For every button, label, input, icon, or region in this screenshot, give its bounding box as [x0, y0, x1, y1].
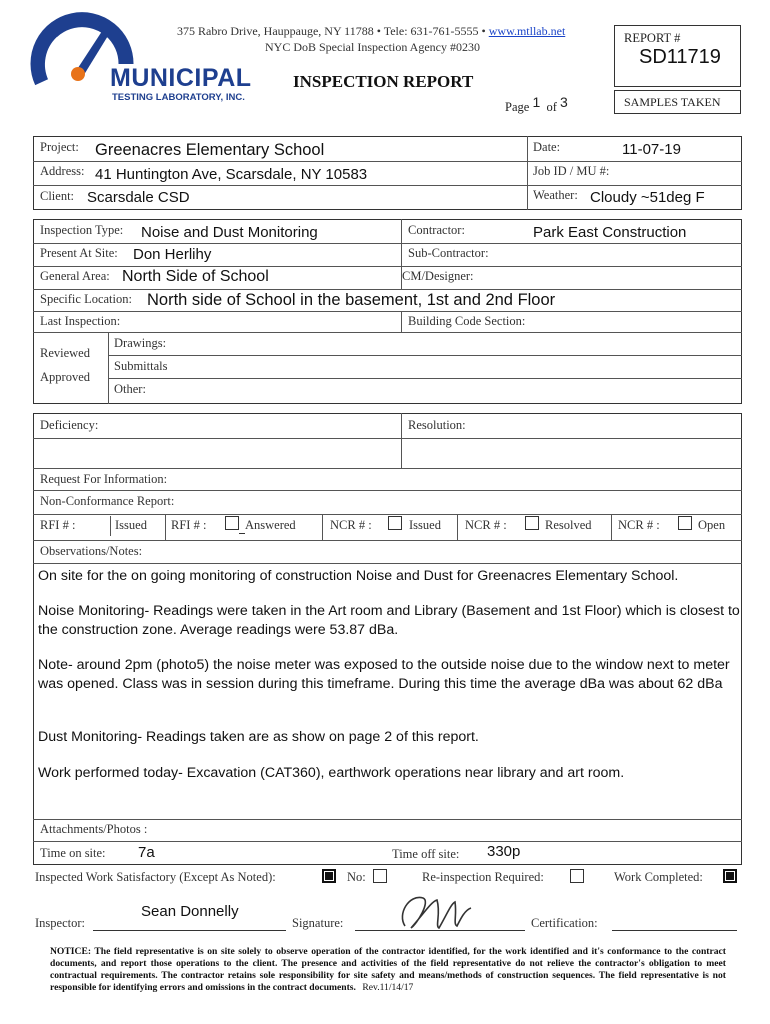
rfi-issued-check-line	[110, 516, 111, 536]
inspection-row-line	[33, 311, 742, 312]
contractor-label: Contractor:	[408, 223, 465, 237]
page-indicator	[505, 94, 568, 115]
logo-main-text: MUNICIPAL	[110, 64, 252, 92]
project-value: Greenacres Elementary School	[95, 141, 325, 159]
page-label: Page	[505, 100, 530, 114]
client-label: Client:	[40, 189, 75, 203]
reviewed-label: Reviewed	[40, 346, 90, 360]
rfi-answered-checkbox[interactable]	[225, 516, 239, 530]
page-number: 1	[532, 94, 541, 110]
report-label: REPORT #	[624, 31, 681, 45]
cm-designer-label: CM/Designer:	[402, 269, 474, 283]
no-label: No:	[347, 870, 366, 884]
date-label: Date:	[533, 140, 561, 154]
general-area-value: North Side of School	[122, 268, 269, 285]
rfi-issued-label: RFI # :	[40, 518, 76, 532]
ncr-sep	[322, 514, 323, 540]
inspector-label: Inspector:	[35, 916, 85, 930]
company-address	[177, 24, 565, 39]
observations-label: Observations/Notes:	[40, 544, 143, 558]
job-label: Job ID / MU #:	[533, 164, 610, 178]
time-on-value: 7a	[138, 844, 155, 861]
deficiency-row-line	[33, 540, 742, 541]
rfi-sep	[165, 514, 166, 540]
deficiency-row-line	[33, 841, 742, 842]
observation-line: On site for the on going monitoring of construction Noise and Dust for Greenacres Elementary School.	[38, 568, 679, 584]
logo-sub-text: TESTING LABORATORY, INC.	[112, 92, 245, 103]
address-text: 375 Rabro Drive, Hauppauge, NY 11788 • Tele: 631-761-5555 •	[177, 24, 489, 38]
ncr-issued-text: Issued	[409, 518, 441, 532]
certification-line	[612, 930, 737, 931]
subcontractor-label: Sub-Contractor:	[408, 246, 489, 260]
time-on-label: Time on site:	[40, 846, 106, 860]
ncr-resolved-text: Resolved	[545, 518, 592, 532]
ncr-resolved-label: NCR # :	[465, 518, 507, 532]
reinspection-label: Re-inspection Required:	[422, 870, 544, 884]
building-code-label: Building Code Section:	[408, 314, 526, 328]
rfi-answered-blank	[239, 533, 245, 534]
project-divider	[527, 136, 528, 210]
deficiency-row-line	[33, 490, 742, 491]
attachments-label: Attachments/Photos :	[40, 822, 148, 836]
no-checkbox[interactable]	[373, 869, 387, 883]
submittals-label: Submittals	[114, 359, 168, 373]
deficiency-row-line	[33, 514, 742, 515]
signature-label: Signature:	[292, 916, 344, 930]
satisfactory-checkbox[interactable]	[322, 869, 336, 883]
ncr-open-label: NCR # :	[618, 518, 660, 532]
inspector-line	[93, 930, 286, 931]
notice-text	[50, 946, 726, 994]
report-number: SD11719	[639, 46, 721, 68]
completed-checkbox[interactable]	[723, 869, 737, 883]
samples-label: SAMPLES TAKEN	[624, 95, 721, 109]
deficiency-row-line	[33, 468, 742, 469]
inspection-row-line	[33, 289, 742, 290]
observation-line: Dust Monitoring- Readings taken are as show on page 2 of this report.	[38, 729, 479, 745]
resolution-label: Resolution:	[408, 418, 466, 432]
inspection-type-label: Inspection Type:	[40, 223, 124, 237]
inspection-type-value: Noise and Dust Monitoring	[141, 224, 318, 241]
ncr-sep	[457, 514, 458, 540]
general-area-label: General Area:	[40, 269, 110, 283]
page-total: 3	[560, 94, 568, 110]
report-number-box	[614, 25, 741, 87]
observation-line: Work performed today- Excavation (CAT360), earthwork operations near library and art room.	[38, 765, 625, 781]
signature-scribble-icon	[395, 884, 485, 932]
review-row-line	[108, 355, 742, 356]
drawings-label: Drawings:	[114, 336, 167, 350]
review-divider	[108, 332, 109, 404]
weather-value: Cloudy ~51deg F	[590, 189, 705, 206]
present-value: Don Herlihy	[133, 246, 212, 263]
agency-line: NYC DoB Special Inspection Agency #0230	[265, 40, 480, 54]
review-row-line	[108, 378, 742, 379]
present-label: Present At Site:	[40, 246, 118, 260]
completed-label: Work Completed:	[614, 870, 703, 884]
project-label: Project:	[40, 140, 79, 154]
ncr-sep	[611, 514, 612, 540]
ncr-open-text: Open	[698, 518, 726, 532]
inspection-row-line	[33, 332, 742, 333]
revision-label: Rev.11/14/17	[362, 982, 414, 993]
of-label: of	[546, 100, 557, 114]
contractor-value: Park East Construction	[533, 224, 687, 241]
last-inspection-label: Last Inspection:	[40, 314, 121, 328]
rfi-answered-label: RFI # :	[171, 518, 207, 532]
observation-line: Noise Monitoring- Readings were taken in the Art room and Library (Basement and 1st Floor) which is closest to the construction zone. Average readings were 53.87 dBa.	[38, 603, 740, 638]
address-label: Address:	[40, 164, 85, 178]
deficiency-row-line	[33, 819, 742, 820]
inspection-divider	[401, 311, 402, 332]
ncr-resolved-checkbox[interactable]	[525, 516, 539, 530]
website-link[interactable]: www.mtllab.net	[488, 24, 566, 38]
approved-label: Approved	[40, 370, 90, 384]
ncr-issued-label: NCR # :	[330, 518, 372, 532]
logo	[28, 8, 278, 108]
deficiency-row-line	[33, 438, 742, 439]
other-label: Other:	[114, 382, 146, 396]
specific-location-value: North side of School in the basement, 1st and 2nd Floor	[147, 291, 556, 309]
rfi-answered-text: Answered	[245, 518, 296, 532]
rfi-request-label: Request For Information:	[40, 472, 168, 486]
specific-location-label: Specific Location:	[40, 292, 132, 306]
rfi-issued-text: Issued	[115, 518, 147, 532]
inspection-row-line	[33, 266, 742, 267]
observation-line: Note- around 2pm (photo5) the noise meter was exposed to the outside noise due to the window next to meter was opened. Class was in session during this timeframe. During this time the average dBa was about 62 dBa	[38, 657, 730, 692]
report-title: INSPECTION REPORT	[293, 72, 474, 91]
date-value: 11-07-19	[622, 141, 681, 158]
time-off-label: Time off site:	[392, 847, 460, 861]
weather-label: Weather:	[533, 188, 578, 202]
address-value: 41 Huntington Ave, Scarsdale, NY 10583	[95, 166, 368, 183]
notice-body: NOTICE: The field representative is on site solely to observe operation of the contractor identified, for the work identified and it's conformance to the contract documents, and report those operations to the client. The presence and activities of the field representative do not relieve the contractor's obligation to meet contractual requirements. The contractor retains sole responsibility for site safety and means/methods of construction sequences. The field representative is not responsible for identifying errors and omissions in the contract documents.	[50, 946, 726, 993]
inspector-value: Sean Donnelly	[141, 903, 239, 920]
inspection-row-line	[33, 243, 742, 244]
deficiency-label: Deficiency:	[40, 418, 99, 432]
deficiency-row-line	[33, 563, 742, 564]
ncr-issued-checkbox[interactable]	[388, 516, 402, 530]
client-value: Scarsdale CSD	[87, 189, 190, 206]
ncr-label: Non-Conformance Report:	[40, 494, 175, 508]
project-row-line	[33, 185, 742, 186]
certification-label: Certification:	[531, 916, 598, 930]
reinspection-checkbox[interactable]	[570, 869, 584, 883]
ncr-open-checkbox[interactable]	[678, 516, 692, 530]
project-row-line	[33, 161, 742, 162]
time-off-value: 330p	[487, 843, 521, 860]
deficiency-divider	[401, 413, 402, 468]
samples-box	[614, 90, 741, 114]
satisfactory-label: Inspected Work Satisfactory (Except As Noted):	[35, 870, 276, 884]
